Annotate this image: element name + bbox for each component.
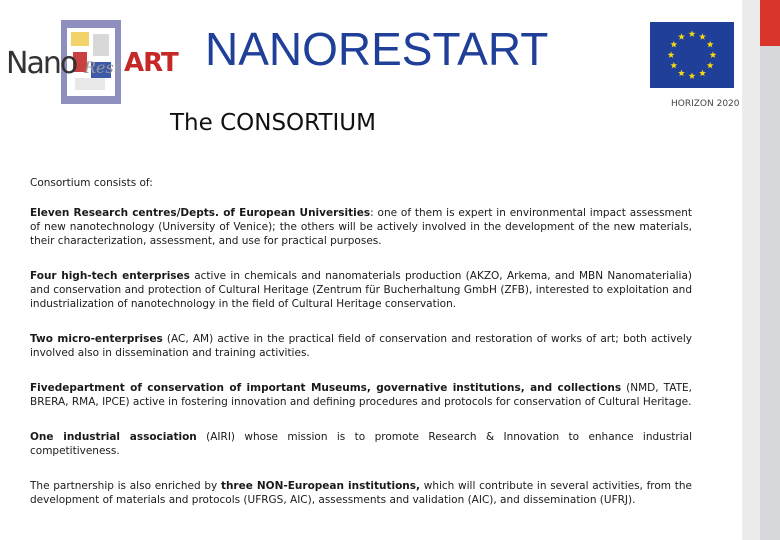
page-subtitle: The CONSORTIUM: [170, 110, 376, 136]
paragraph-bold: Eleven Research centres/Depts. of European Universities: [30, 207, 371, 219]
eu-star-icon: [678, 33, 685, 40]
eu-star-icon: [670, 41, 677, 48]
eu-flag-icon: [650, 22, 734, 88]
logo-tile: [75, 78, 105, 90]
paragraph-text: active in chemicals and nanomaterials production (AKZO, Arkema, and MBN Nanomaterialia) and conservation and protection of Cultural Heritage (Zentrum für Bucherhaltung GmbH (ZFB), interested to exploitation and industrialization of nanotechnology in the field of Cultural Heritage conservation.: [30, 270, 692, 310]
paragraph-bold: One industrial association: [30, 431, 197, 443]
intro-text: Consortium consists of:: [30, 177, 153, 189]
logo-text-nano: Nano: [6, 46, 77, 81]
paragraph-bold: Four high-tech enterprises: [30, 270, 190, 282]
side-stripe-red: [760, 0, 780, 46]
logo-text-art: ART: [124, 48, 178, 78]
side-stripe-gray: [760, 0, 780, 540]
nanorestart-logo: [6, 16, 178, 108]
paragraph-bold: Two micro-enterprises: [30, 333, 163, 345]
horizon-label: HORIZON 2020: [671, 99, 740, 109]
eu-star-icon: [670, 62, 677, 69]
logo-tile: [93, 34, 109, 56]
eu-star-icon: [699, 33, 706, 40]
eu-star-icon: [668, 51, 675, 58]
side-stripe-light: [742, 0, 760, 540]
paragraph-text: (AIRI) whose mission is to promote Research & Innovation to enhance industrial competitiveness.: [30, 431, 692, 457]
eu-star-icon: [689, 30, 696, 37]
page-title: NANORESTART: [205, 23, 549, 75]
paragraph-industrial-association: [30, 430, 692, 458]
eu-star-icon: [710, 51, 717, 58]
eu-star-icon: [699, 70, 706, 77]
paragraph-enterprises: [30, 269, 692, 311]
paragraph-text: (NMD, TATE, BRERA, RMA, IPCE) active in fostering innovation and defining procedures and protocols for conservation of Cultural Heritage.: [30, 382, 692, 408]
paragraph-text: The partnership is also enriched by: [30, 480, 221, 492]
eu-star-icon: [689, 72, 696, 79]
paragraph-text: : one of them is expert in environmental impact assessment of new nanotechnology (University of Venice); the others will be actively involved in the development of the new materials, their characterization, assessment, and use for practical purposes.: [30, 207, 693, 247]
paragraph-museums: [30, 381, 692, 409]
eu-star-icon: [707, 41, 714, 48]
side-decoration: [742, 0, 780, 540]
logo-tile: [71, 32, 89, 46]
paragraph-text: (AC, AM) active in the practical field of conservation and restoration of works of art; both actively involved also in dissemination and training activities.: [30, 333, 693, 359]
eu-star-icon: [707, 62, 714, 69]
logo-text-rest: Rest: [84, 58, 121, 77]
paragraph-universities: [30, 206, 692, 248]
paragraph-non-european: [30, 479, 692, 507]
paragraph-bold: Fivedepartment of conservation of important Museums, governative institutions, and collections: [30, 382, 622, 394]
paragraph-text: which will contribute in several activities, from the development of materials and protocols (UFRGS, AIC), assessments and validation (AIC), and dissemination (UFRJ).: [30, 480, 692, 506]
paragraph-bold: three NON-European institutions,: [220, 480, 421, 492]
eu-star-icon: [678, 70, 685, 77]
consortium-description: [30, 176, 692, 528]
paragraph-micro-enterprises: [30, 332, 692, 360]
